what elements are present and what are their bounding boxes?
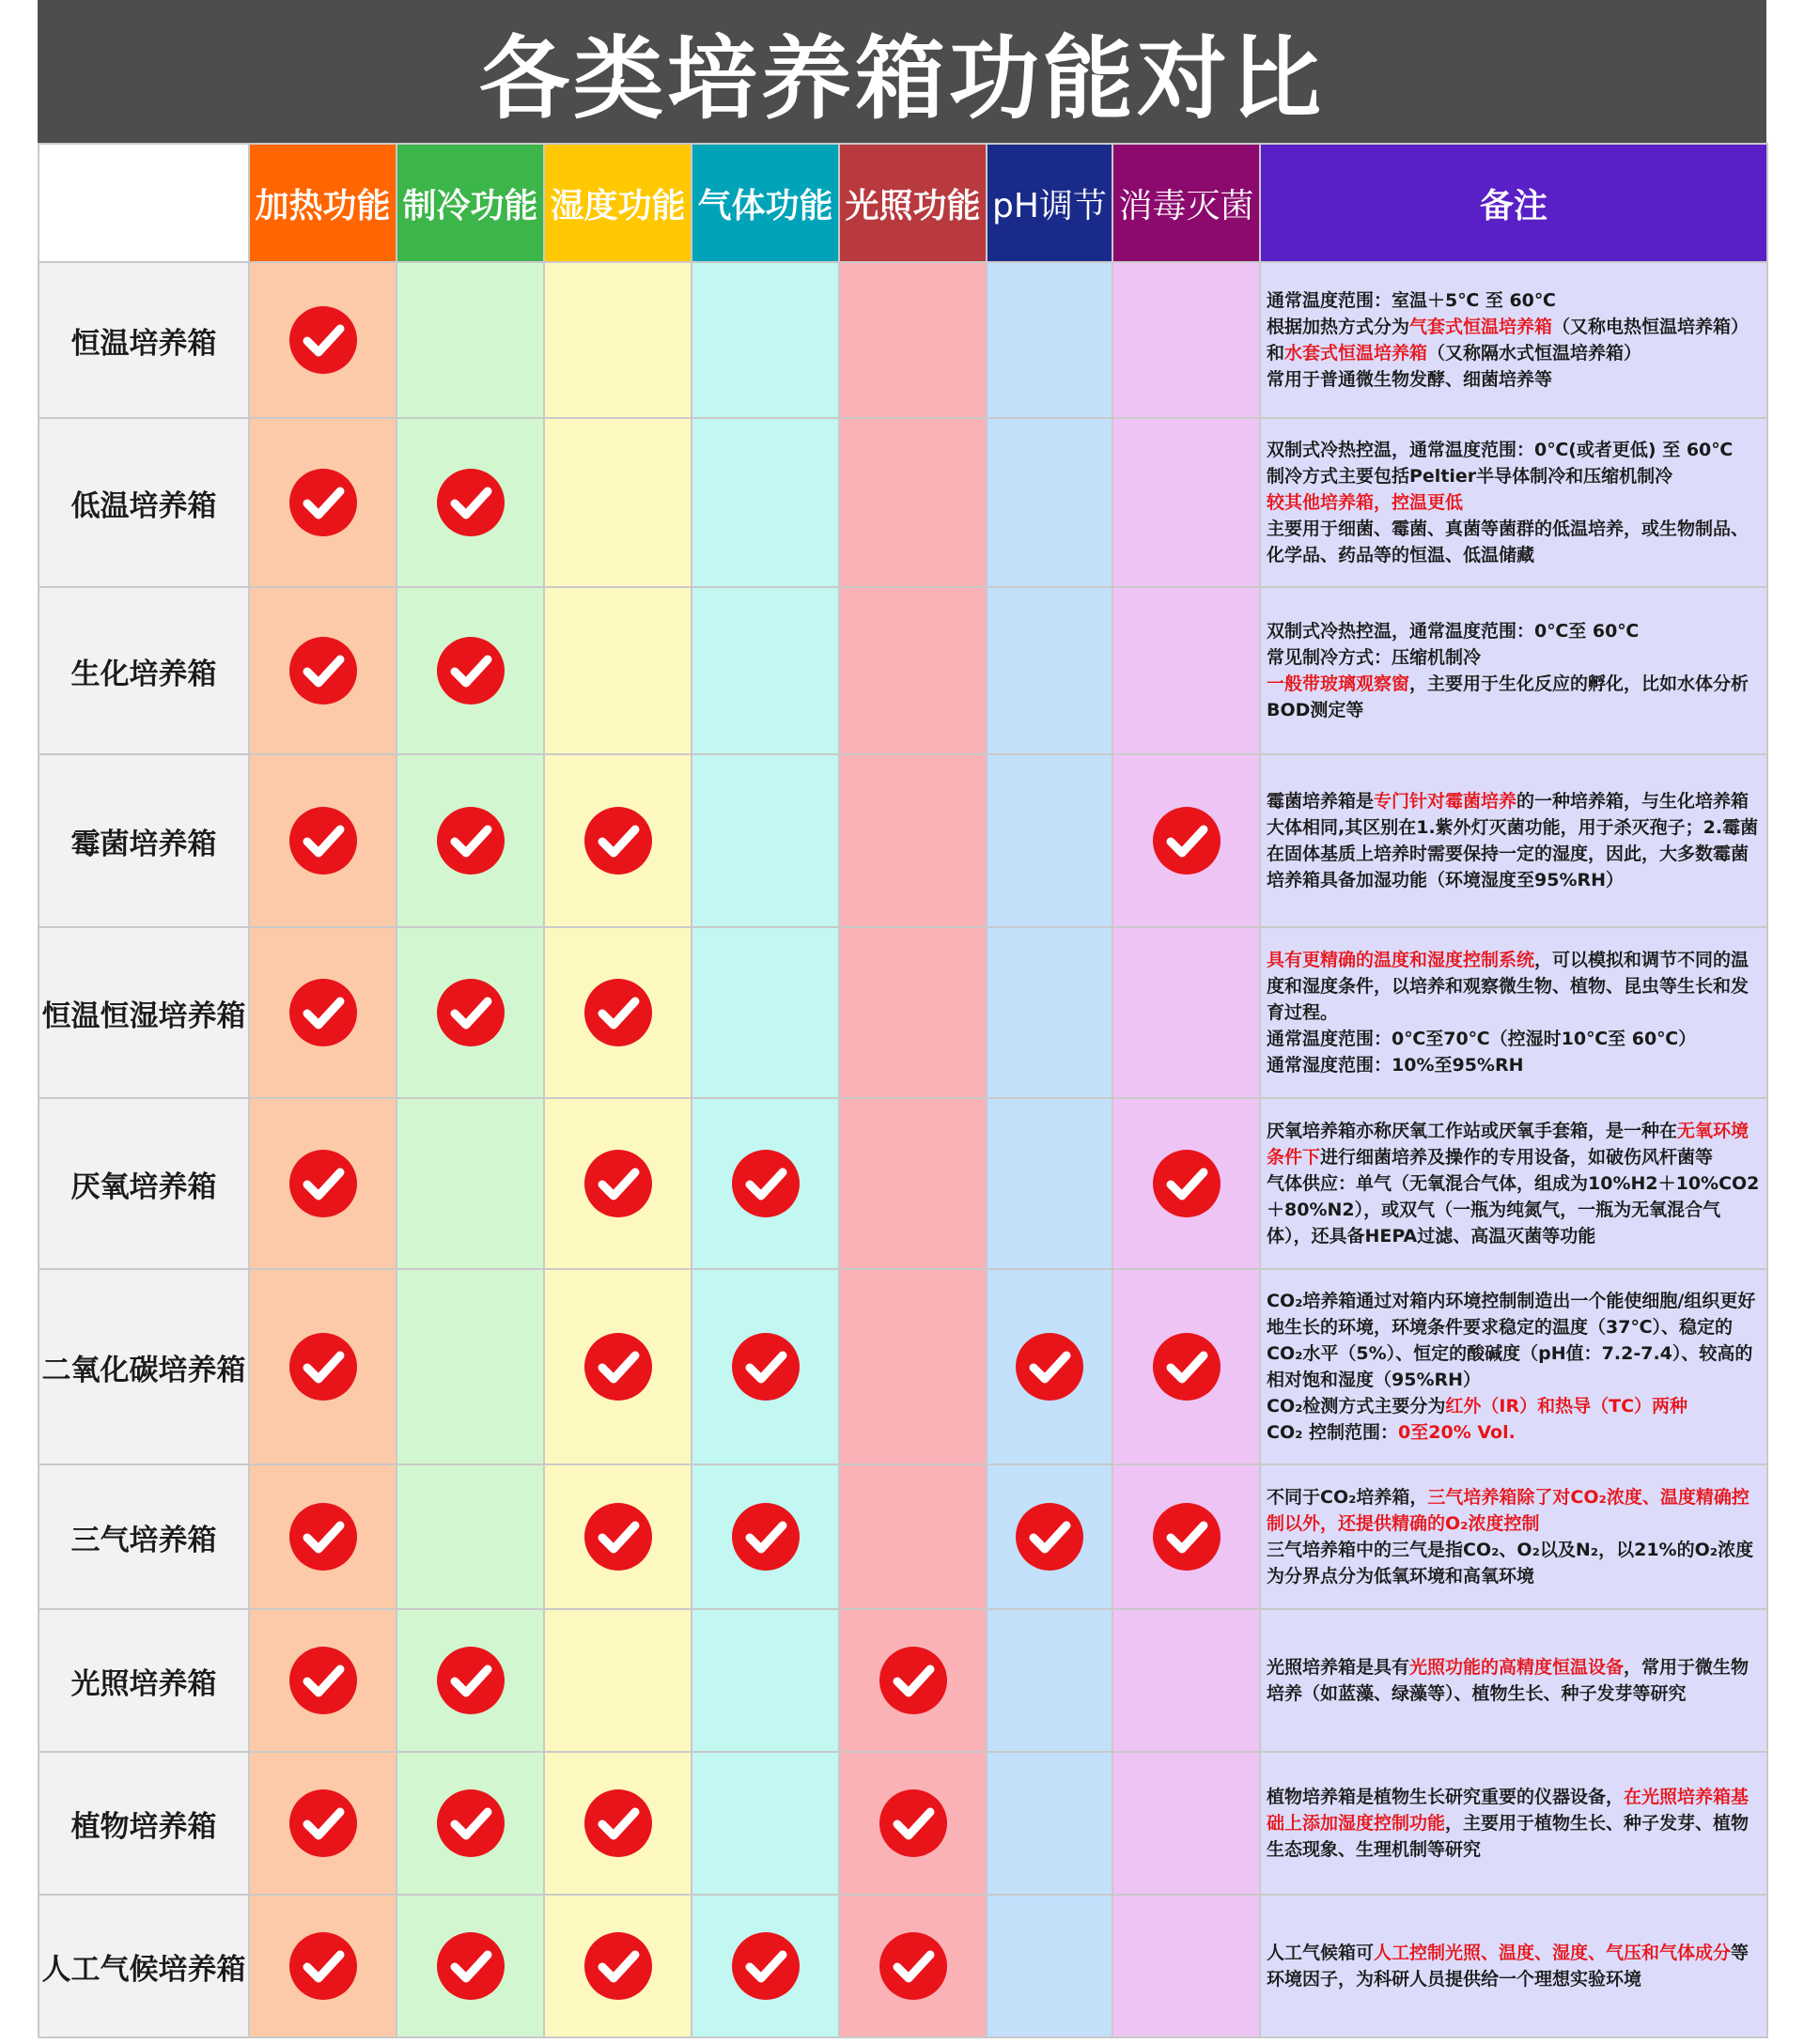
feature-cell-steril xyxy=(1112,1098,1260,1269)
check-icon xyxy=(289,979,357,1046)
table-row xyxy=(39,262,1767,418)
check-icon xyxy=(1016,1333,1083,1401)
note-line xyxy=(1267,366,1761,393)
feature-cell-humid xyxy=(544,1269,692,1464)
note-text: 制冷方式主要包括Peltier半导体制冷和压缩机制冷 xyxy=(1267,466,1673,487)
feature-cell-gas xyxy=(692,1464,839,1609)
column-header-steril: 消毒灭菌 xyxy=(1112,144,1260,262)
note-text: 常见制冷方式：压缩机制冷 xyxy=(1267,647,1482,668)
feature-cell-ph xyxy=(987,1464,1112,1609)
feature-cell-ph xyxy=(987,262,1112,418)
note-text: 双制式冷热控温，通常温度范围：0℃至 60℃ xyxy=(1267,621,1640,642)
feature-cell-humid xyxy=(544,1098,692,1269)
note-text: CO₂培养箱通过对箱内环境控制制造出一个能使细胞/组织更好地生长的环境，环境条件要求稳定的温度（37℃）、稳定的CO₂水平（5%）、恒定的酸碱度（pH值：7.2-7.4）、较高的相对饱和湿度（95%RH） xyxy=(1267,1291,1756,1390)
feature-cell-steril xyxy=(1112,927,1260,1098)
check-icon xyxy=(1153,807,1221,875)
note-line xyxy=(1267,1118,1761,1170)
note-text: 三气培养箱中的三气是指CO₂、O₂以及N₂，以21%的O₂浓度为分界点分为低氧环境和高氧环境 xyxy=(1267,1540,1754,1587)
feature-cell-cool xyxy=(397,1752,544,1895)
check-icon xyxy=(584,1932,652,2000)
note-line xyxy=(1267,1393,1761,1419)
check-icon xyxy=(289,1932,357,2000)
note-line xyxy=(1267,1170,1761,1249)
table-row xyxy=(39,587,1767,754)
note-line xyxy=(1267,287,1761,314)
feature-cell-humid xyxy=(544,1464,692,1609)
note-text: 厌氧培养箱亦称厌氧工作站或厌氧手套箱，是一种在 xyxy=(1267,1121,1678,1141)
check-icon xyxy=(289,469,357,536)
page-title: 各类培养箱功能对比 xyxy=(479,25,1325,132)
note-line xyxy=(1267,1419,1761,1446)
table-row xyxy=(39,1269,1767,1464)
note-highlight: 光照功能的高精度恒温设备 xyxy=(1409,1657,1625,1678)
feature-cell-light xyxy=(839,1609,987,1752)
feature-cell-light xyxy=(839,754,987,927)
check-icon xyxy=(1153,1503,1221,1571)
check-icon xyxy=(437,637,505,705)
column-header-gas: 气体功能 xyxy=(692,144,839,262)
note-line xyxy=(1267,1654,1761,1707)
corner-cell xyxy=(39,144,249,262)
feature-cell-cool xyxy=(397,1609,544,1752)
note-text: 进行细菌培养及操作的专用设备，如破伤风杆菌等 xyxy=(1320,1147,1714,1168)
table-row xyxy=(39,1609,1767,1752)
notes-cell xyxy=(1260,587,1767,754)
feature-cell-heat xyxy=(249,1269,397,1464)
note-line xyxy=(1267,788,1761,893)
feature-cell-steril xyxy=(1112,754,1260,927)
table-row xyxy=(39,754,1767,927)
note-text: 通常温度范围：室温＋5℃ 至 60℃ xyxy=(1267,290,1556,311)
feature-cell-heat xyxy=(249,927,397,1098)
feature-cell-gas xyxy=(692,418,839,587)
note-text: 光照培养箱是具有 xyxy=(1267,1657,1410,1678)
feature-cell-gas xyxy=(692,1269,839,1464)
feature-cell-light xyxy=(839,1269,987,1464)
table-row xyxy=(39,1752,1767,1895)
feature-cell-ph xyxy=(987,1098,1112,1269)
feature-cell-cool xyxy=(397,1098,544,1269)
feature-cell-cool xyxy=(397,754,544,927)
note-text: ，主要用于生化反应的孵化，比如水体分析BOD测定等 xyxy=(1267,674,1750,720)
column-header-humid: 湿度功能 xyxy=(544,144,692,262)
check-icon xyxy=(584,979,652,1046)
feature-cell-steril xyxy=(1112,262,1260,418)
feature-cell-steril xyxy=(1112,1609,1260,1752)
column-header-heat: 加热功能 xyxy=(249,144,397,262)
feature-cell-gas xyxy=(692,587,839,754)
feature-cell-humid xyxy=(544,1609,692,1752)
feature-cell-ph xyxy=(987,418,1112,587)
column-header-light: 光照功能 xyxy=(839,144,987,262)
feature-cell-heat xyxy=(249,587,397,754)
row-name: 低温培养箱 xyxy=(39,418,249,587)
feature-cell-steril xyxy=(1112,418,1260,587)
row-name: 厌氧培养箱 xyxy=(39,1098,249,1269)
row-name: 二氧化碳培养箱 xyxy=(39,1269,249,1464)
note-text: ，可以模拟和调节不同的温度和湿度条件，以培养和观察微生物、植物、昆虫等生长和发育过程。 xyxy=(1267,950,1750,1023)
feature-cell-ph xyxy=(987,754,1112,927)
note-line xyxy=(1267,1940,1761,1992)
notes-cell xyxy=(1260,1269,1767,1464)
feature-cell-light xyxy=(839,1752,987,1895)
feature-cell-light xyxy=(839,262,987,418)
note-line xyxy=(1267,1784,1761,1863)
feature-cell-light xyxy=(839,587,987,754)
feature-cell-steril xyxy=(1112,1269,1260,1464)
note-line xyxy=(1267,671,1761,723)
note-highlight: 水套式恒温培养箱 xyxy=(1284,343,1428,364)
notes-cell xyxy=(1260,1098,1767,1269)
notes-cell xyxy=(1260,1609,1767,1752)
table-row xyxy=(39,927,1767,1098)
header-row xyxy=(39,144,1767,262)
notes-cell xyxy=(1260,262,1767,418)
check-icon xyxy=(289,1333,357,1401)
feature-cell-gas xyxy=(692,927,839,1098)
table-row xyxy=(39,1464,1767,1609)
note-text: CO₂ 控制范围： xyxy=(1267,1422,1399,1443)
comparison-table xyxy=(38,143,1768,2038)
note-line xyxy=(1267,1288,1761,1393)
check-icon xyxy=(289,637,357,705)
column-header-cool: 制冷功能 xyxy=(397,144,544,262)
feature-cell-humid xyxy=(544,418,692,587)
feature-cell-steril xyxy=(1112,1895,1260,2037)
check-icon xyxy=(437,1647,505,1714)
note-line xyxy=(1267,618,1761,644)
notes-cell xyxy=(1260,1752,1767,1895)
note-highlight: 在光照培养箱基础上添加湿度控制功能 xyxy=(1267,1787,1750,1834)
note-line xyxy=(1267,644,1761,671)
notes-cell xyxy=(1260,418,1767,587)
table-body xyxy=(39,262,1767,2037)
note-text: 不同于CO₂培养箱， xyxy=(1267,1487,1428,1508)
note-highlight: 具有更精确的温度和湿度控制系统 xyxy=(1267,950,1535,970)
note-text: 等环境因子，为科研人员提供给一个理想实验环境 xyxy=(1267,1943,1750,1990)
note-text: 常用于普通微生物发酵、细菌培养等 xyxy=(1267,369,1553,390)
row-name: 三气培养箱 xyxy=(39,1464,249,1609)
check-icon xyxy=(437,1789,505,1857)
note-text: 人工气候箱可 xyxy=(1267,1943,1375,1963)
note-highlight: 气套式恒温培养箱 xyxy=(1409,317,1553,337)
note-line xyxy=(1267,314,1761,366)
feature-cell-heat xyxy=(249,1609,397,1752)
note-line xyxy=(1267,1537,1761,1589)
check-icon xyxy=(732,1503,800,1571)
note-highlight: 无氧环境条件下 xyxy=(1267,1121,1750,1168)
note-line xyxy=(1267,947,1761,1026)
feature-cell-humid xyxy=(544,754,692,927)
check-icon xyxy=(1153,1150,1221,1217)
note-text: 双制式冷热控温，通常温度范围：0℃(或者更低) 至 60℃ xyxy=(1267,440,1734,460)
note-text: ，主要用于植物生长、种子发芽、植物生态现象、生理机制等研究 xyxy=(1267,1813,1750,1860)
feature-cell-light xyxy=(839,418,987,587)
feature-cell-heat xyxy=(249,1895,397,2037)
note-highlight: 0至20% Vol. xyxy=(1398,1422,1516,1443)
check-icon xyxy=(289,1647,357,1714)
note-line xyxy=(1267,1484,1761,1537)
note-text: 霉菌培养箱是 xyxy=(1267,791,1375,812)
check-icon xyxy=(732,1333,800,1401)
note-text: （又称隔水式恒温培养箱） xyxy=(1427,343,1642,364)
column-header-notes: 备注 xyxy=(1260,144,1767,262)
row-name: 人工气候培养箱 xyxy=(39,1895,249,2037)
feature-cell-cool xyxy=(397,1895,544,2037)
note-line xyxy=(1267,1052,1761,1078)
row-name: 霉菌培养箱 xyxy=(39,754,249,927)
comparison-sheet xyxy=(38,0,1766,2044)
check-icon xyxy=(289,1503,357,1571)
check-icon xyxy=(879,1647,947,1714)
feature-cell-ph xyxy=(987,1752,1112,1895)
check-icon xyxy=(879,1789,947,1857)
table-row xyxy=(39,418,1767,587)
check-icon xyxy=(732,1932,800,2000)
note-text: 植物培养箱是植物生长研究重要的仪器设备， xyxy=(1267,1787,1625,1807)
feature-cell-steril xyxy=(1112,1752,1260,1895)
note-line xyxy=(1267,489,1761,516)
feature-cell-light xyxy=(839,1098,987,1269)
note-highlight: 较其他培养箱，控温更低 xyxy=(1267,492,1464,513)
row-name: 恒温培养箱 xyxy=(39,262,249,418)
feature-cell-heat xyxy=(249,1752,397,1895)
note-line xyxy=(1267,1026,1761,1052)
note-text: （又称电热恒温培养箱）和 xyxy=(1267,317,1750,364)
feature-cell-light xyxy=(839,1464,987,1609)
feature-cell-ph xyxy=(987,587,1112,754)
row-name: 植物培养箱 xyxy=(39,1752,249,1895)
notes-cell xyxy=(1260,1895,1767,2037)
check-icon xyxy=(437,979,505,1046)
row-name: 恒温恒湿培养箱 xyxy=(39,927,249,1098)
feature-cell-humid xyxy=(544,262,692,418)
feature-cell-steril xyxy=(1112,587,1260,754)
note-highlight: 专门针对霉菌培养 xyxy=(1374,791,1517,812)
feature-cell-gas xyxy=(692,1752,839,1895)
check-icon xyxy=(437,469,505,536)
note-text: 通常温度范围：0℃至70℃（控湿时10℃至 60℃） xyxy=(1267,1029,1697,1049)
notes-cell xyxy=(1260,927,1767,1098)
note-highlight: 人工控制光照、温度、湿度、气压和气体成分 xyxy=(1374,1943,1732,1963)
check-icon xyxy=(289,807,357,875)
row-name: 生化培养箱 xyxy=(39,587,249,754)
note-line xyxy=(1267,437,1761,463)
check-icon xyxy=(584,1789,652,1857)
feature-cell-ph xyxy=(987,1609,1112,1752)
check-icon xyxy=(584,1150,652,1217)
notes-cell xyxy=(1260,754,1767,927)
feature-cell-cool xyxy=(397,1464,544,1609)
check-icon xyxy=(584,1503,652,1571)
note-text: CO₂检测方式主要分为 xyxy=(1267,1396,1446,1417)
note-text: 通常湿度范围：10%至95%RH xyxy=(1267,1055,1524,1076)
feature-cell-cool xyxy=(397,1269,544,1464)
feature-cell-cool xyxy=(397,418,544,587)
note-text: 根据加热方式分为 xyxy=(1267,317,1410,337)
feature-cell-gas xyxy=(692,1895,839,2037)
notes-cell xyxy=(1260,1464,1767,1609)
note-text: ，常用于微生物培养（如蓝藻、绿藻等）、植物生长、种子发芽等研究 xyxy=(1267,1657,1750,1704)
feature-cell-light xyxy=(839,1895,987,2037)
title-bar xyxy=(38,0,1766,143)
feature-cell-cool xyxy=(397,587,544,754)
note-line xyxy=(1267,463,1761,489)
check-icon xyxy=(584,807,652,875)
feature-cell-ph xyxy=(987,1269,1112,1464)
feature-cell-humid xyxy=(544,1895,692,2037)
feature-cell-ph xyxy=(987,1895,1112,2037)
feature-cell-heat xyxy=(249,418,397,587)
check-icon xyxy=(437,807,505,875)
check-icon xyxy=(289,306,357,374)
row-name: 光照培养箱 xyxy=(39,1609,249,1752)
table-row xyxy=(39,1098,1767,1269)
note-highlight: 一般带玻璃观察窗 xyxy=(1267,674,1410,694)
check-icon xyxy=(289,1789,357,1857)
feature-cell-gas xyxy=(692,1098,839,1269)
feature-cell-humid xyxy=(544,927,692,1098)
note-text: 主要用于细菌、霉菌、真菌等菌群的低温培养，或生物制品、化学品、药品等的恒温、低温储藏 xyxy=(1267,519,1750,565)
feature-cell-light xyxy=(839,927,987,1098)
feature-cell-heat xyxy=(249,262,397,418)
table-row xyxy=(39,1895,1767,2037)
feature-cell-steril xyxy=(1112,1464,1260,1609)
feature-cell-heat xyxy=(249,1464,397,1609)
check-icon xyxy=(584,1333,652,1401)
check-icon xyxy=(289,1150,357,1217)
note-text: 的一种培养箱，与生化培养箱大体相同,其区别在1.紫外灯灭菌功能，用于杀灭孢子；2.霉菌在固体基质上培养时需要保持一定的湿度，因此，大多数霉菌培养箱具备加湿功能（环境湿度至95%RH） xyxy=(1267,791,1759,890)
feature-cell-ph xyxy=(987,927,1112,1098)
column-header-ph: pH调节 xyxy=(987,144,1112,262)
note-text: 气体供应：单气（无氧混合气体，组成为10%H2＋10%CO2＋80%N2），或双气（一瓶为纯氮气，一瓶为无氧混合气体），还具备HEPA过滤、高温灭菌等功能 xyxy=(1267,1173,1760,1247)
feature-cell-gas xyxy=(692,262,839,418)
feature-cell-gas xyxy=(692,1609,839,1752)
check-icon xyxy=(1016,1503,1083,1571)
feature-cell-humid xyxy=(544,1752,692,1895)
feature-cell-cool xyxy=(397,927,544,1098)
feature-cell-heat xyxy=(249,754,397,927)
note-line xyxy=(1267,516,1761,568)
feature-cell-cool xyxy=(397,262,544,418)
check-icon xyxy=(1153,1333,1221,1401)
check-icon xyxy=(437,1932,505,2000)
check-icon xyxy=(732,1150,800,1217)
note-highlight: 三气培养箱除了对CO₂浓度、温度精确控制以外，还提供精确的O₂浓度控制 xyxy=(1267,1487,1750,1534)
note-highlight: 红外（IR）和热导（TC）两种 xyxy=(1445,1396,1688,1417)
check-icon xyxy=(879,1932,947,2000)
feature-cell-gas xyxy=(692,754,839,927)
feature-cell-humid xyxy=(544,587,692,754)
feature-cell-heat xyxy=(249,1098,397,1269)
